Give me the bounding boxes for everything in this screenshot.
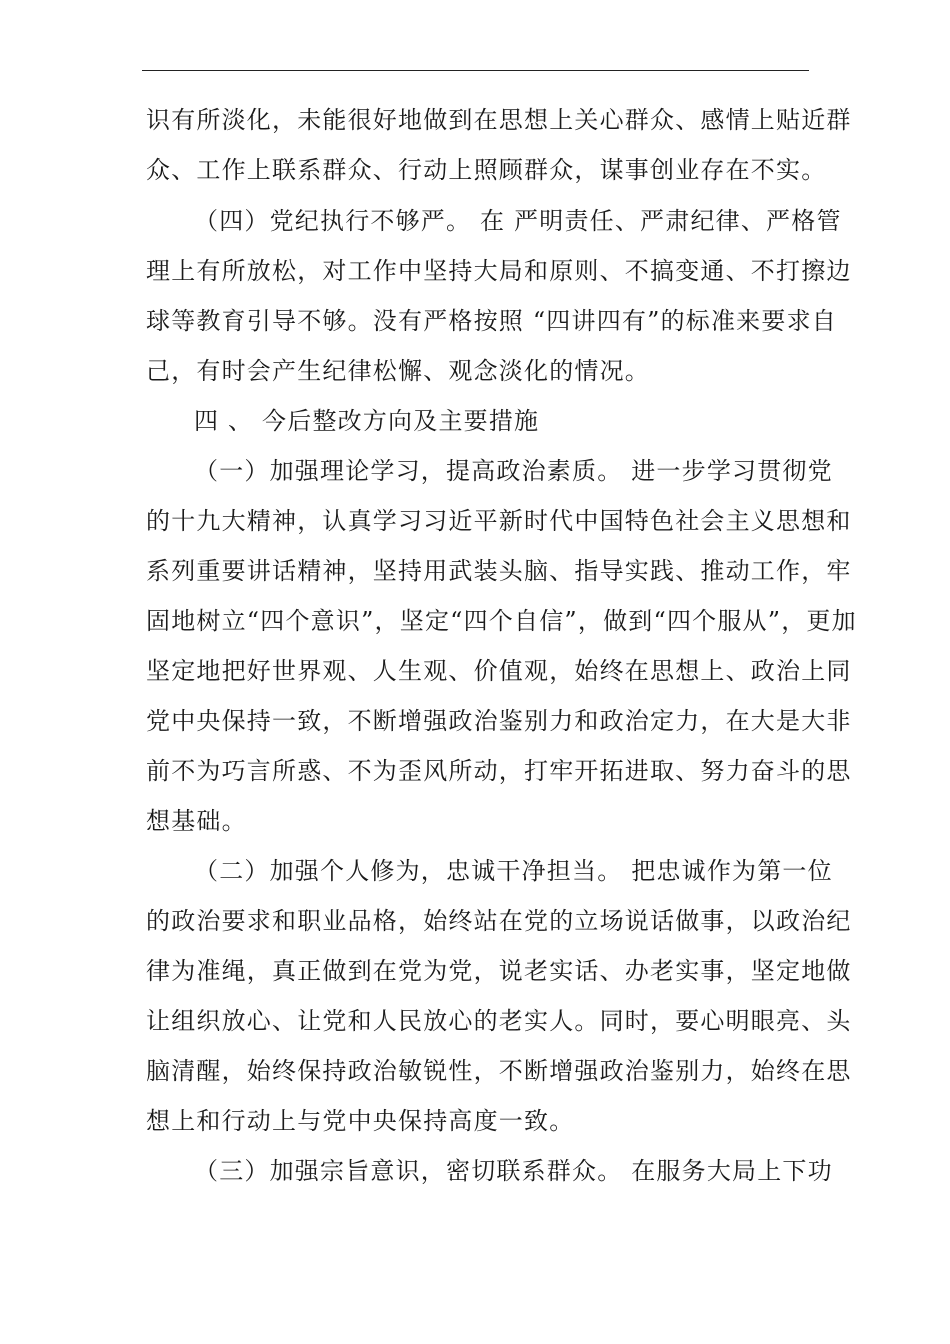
text-line: 想基础。: [146, 807, 247, 835]
section-heading: （一）加强理论学习，提高政治素质。 进一步学习贯彻党: [194, 457, 833, 485]
text-line: 的政治要求和职业品格，始终站在党的立场说话做事，以政治纪: [146, 907, 852, 935]
text-line: 理上有所放松，对工作中坚持大局和原则、不搞变通、不打擦边: [146, 257, 852, 285]
chapter-heading: 四 、 今后整改方向及主要措施: [194, 407, 540, 435]
text-line: 系列重要讲话精神，坚持用武装头脑、指导实践、推动工作，牢: [146, 557, 852, 585]
text-line: 脑清醒，始终保持政治敏锐性，不断增强政治鉴别力，始终在思: [146, 1057, 852, 1085]
text-line: 律为准绳，真正做到在党为党，说老实话、办老实事，坚定地做: [146, 957, 852, 985]
header-rule: [142, 70, 809, 71]
text-line: 众、工作上联系群众、行动上照顾群众，谋事创业存在不实。: [146, 156, 827, 184]
text-line: 固地树立“四个意识”，坚定“四个自信”，做到“四个服从”，更加: [146, 607, 857, 635]
text-line: 的十九大精神，认真学习习近平新时代中国特色社会主义思想和: [146, 507, 852, 535]
text-line: 前不为巧言所惑、不为歪风所动，打牢开拓进取、努力奋斗的思: [146, 757, 852, 785]
section-heading: （四）党纪执行不够严。 在 严明责任、严肃纪律、严格管: [194, 207, 842, 235]
text-line: 想上和行动上与党中央保持高度一致。: [146, 1107, 575, 1135]
text-line: 坚定地把好世界观、人生观、价值观，始终在思想上、政治上同: [146, 657, 852, 685]
text-line: 让组织放心、让党和人民放心的老实人。同时，要心明眼亮、头: [146, 1007, 852, 1035]
text-line: 己，有时会产生纪律松懈、观念淡化的情况。: [146, 357, 650, 385]
text-line: 识有所淡化，未能很好地做到在思想上关心群众、感情上贴近群: [146, 106, 852, 134]
section-heading: （二）加强个人修为，忠诚干净担当。 把忠诚作为第一位: [194, 857, 833, 885]
section-heading: （三）加强宗旨意识，密切联系群众。 在服务大局上下功: [194, 1157, 833, 1185]
text-line: 球等教育引导不够。没有严格按照 “四讲四有”的标准来要求自: [146, 307, 837, 335]
text-line: 党中央保持一致，不断增强政治鉴别力和政治定力，在大是大非: [146, 707, 852, 735]
